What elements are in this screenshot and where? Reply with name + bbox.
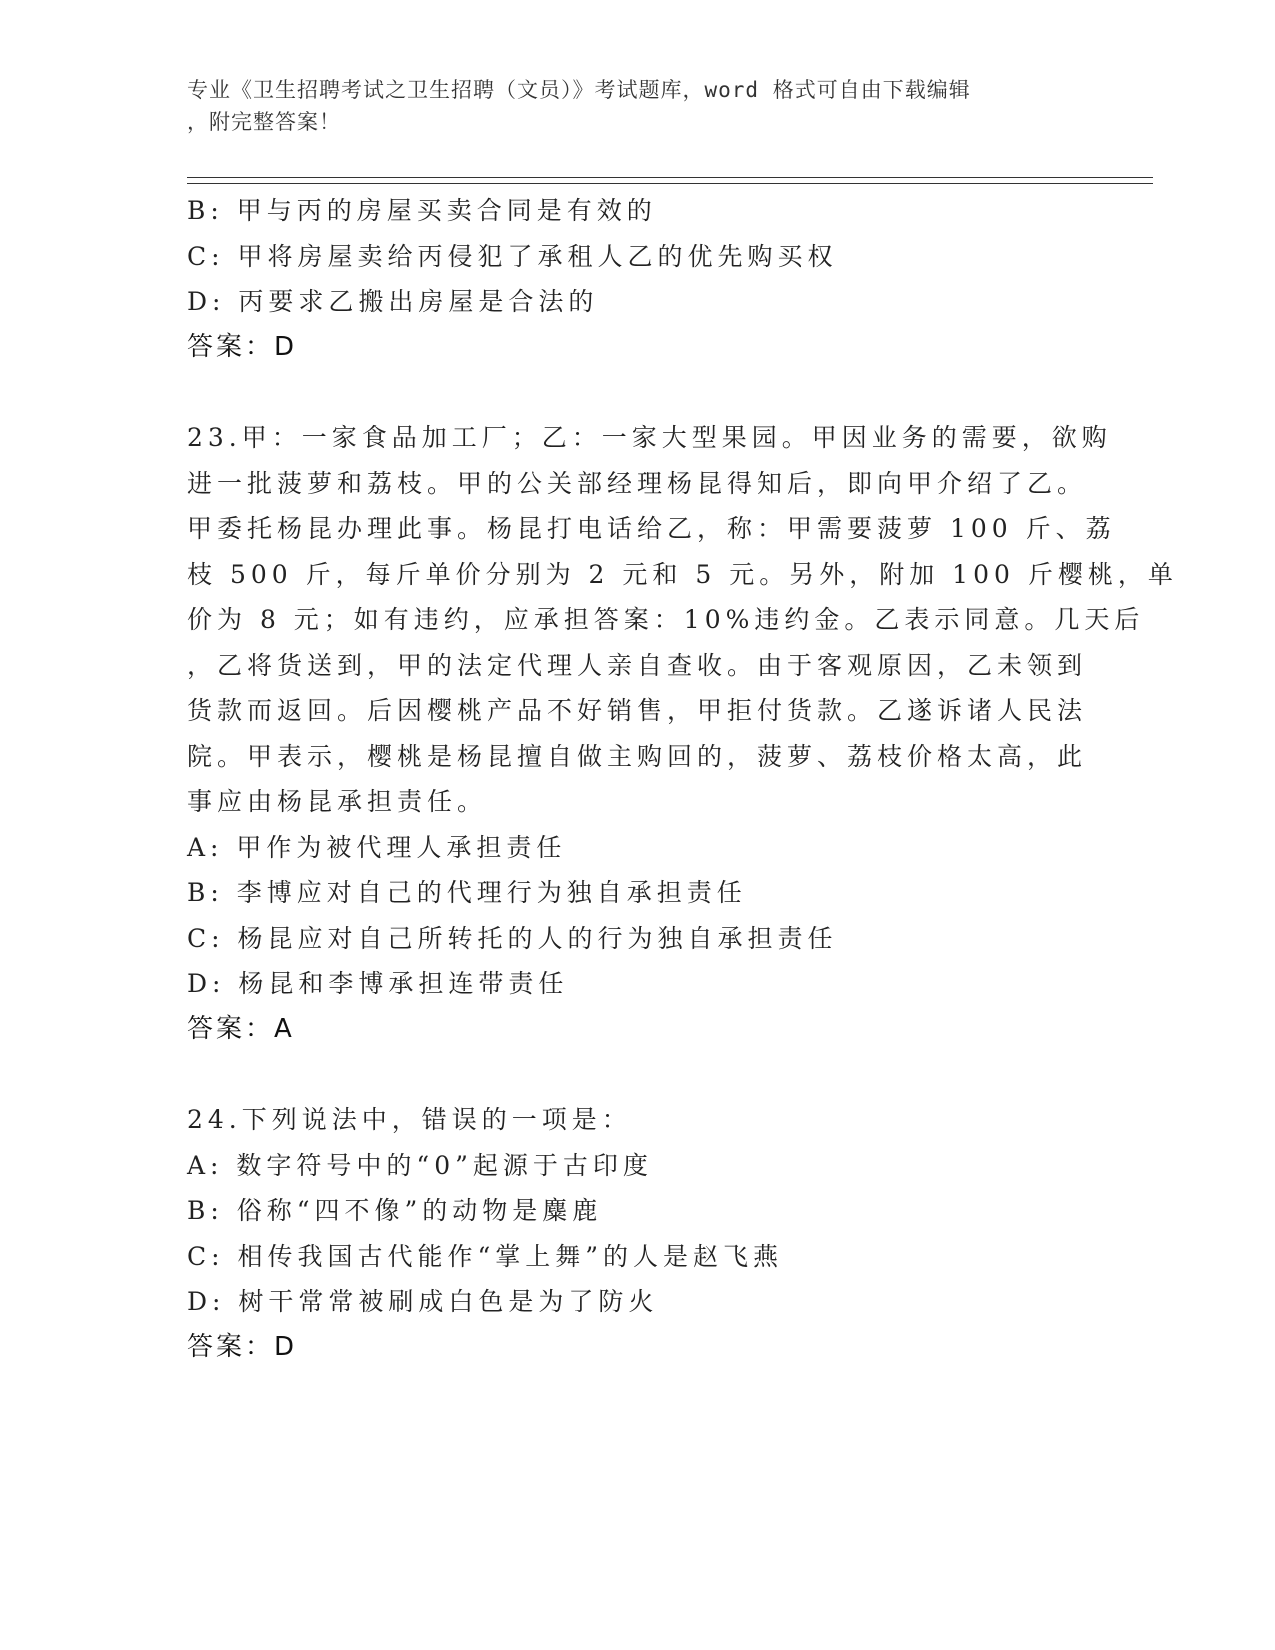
option-d: D: 丙要求乙搬出房屋是合法的 <box>187 287 599 316</box>
question-stem-line: ，乙将货送到，甲的法定代理人亲自查收。由于客观原因，乙未领到 <box>187 650 1088 680</box>
header-line: 专业《卫生招聘考试之卫生招聘（文员）》考试题库，word 格式可自由下载编辑 <box>187 78 971 102</box>
option-a: A: 数字符号中的“0”起源于古印度 <box>187 1150 653 1180</box>
question-stem-line: 价为 8 元；如有违约，应承担答案：10%违约金。乙表示同意。几天后 <box>187 605 1145 634</box>
option-a: A: 甲作为被代理人承担责任 <box>187 832 567 862</box>
header-divider <box>187 177 1153 184</box>
question-stem-line: 院。甲表示，樱桃是杨昆擅自做主购回的，菠萝、荔枝价格太高，此 <box>187 741 1088 771</box>
answer-line: 答案：D <box>187 331 298 362</box>
question-stem-line: 货款而返回。后因樱桃产品不好销售，甲拒付货款。乙遂诉诸人民法 <box>187 696 1088 725</box>
question-stem-line: 进一批菠萝和荔枝。甲的公关部经理杨昆得知后，即向甲介绍了乙。 <box>187 468 1088 498</box>
option-c: C: 杨昆应对自己所转托的人的行为独自承担责任 <box>187 923 838 953</box>
option-d: D: 树干常常被刷成白色是为了防火 <box>187 1287 659 1316</box>
option-b: B: 李博应对自己的代理行为独自承担责任 <box>187 878 747 907</box>
option-c: C: 甲将房屋卖给丙侵犯了承租人乙的优先购买权 <box>187 241 838 271</box>
document-body <box>187 188 1178 1370</box>
question-stem-line: 枝 500 斤，每斤单价分别为 2 元和 5 元。另外，附加 100 斤樱桃，单 <box>187 559 1178 589</box>
answer-line: 答案：A <box>187 1013 295 1044</box>
spacer <box>187 1052 1067 1097</box>
header-line: ，附完整答案！ <box>187 110 341 134</box>
question-stem: 24.下列说法中，错误的一项是： <box>187 1105 632 1134</box>
question-22-tail <box>187 188 1067 370</box>
question-stem-line: 事应由杨昆承担责任。 <box>187 787 488 816</box>
spacer <box>187 370 1067 415</box>
option-d: D: 杨昆和李博承担连带责任 <box>187 969 569 998</box>
document-header <box>187 74 1067 138</box>
question-stem-line: 23.甲：一家食品加工厂；乙：一家大型果园。甲因业务的需要，欲购 <box>187 423 1112 452</box>
option-c: C: 相传我国古代能作“掌上舞”的人是赵飞燕 <box>187 1241 784 1271</box>
question-24 <box>187 1097 1067 1370</box>
option-b: B: 俗称“四不像”的动物是麋鹿 <box>187 1196 603 1225</box>
answer-line: 答案：D <box>187 1331 298 1362</box>
question-stem-line: 甲委托杨昆办理此事。杨昆打电话给乙，称：甲需要菠萝 100 斤、荔 <box>187 514 1116 543</box>
question-23 <box>187 415 1178 1052</box>
option-b: B: 甲与丙的房屋买卖合同是有效的 <box>187 196 657 225</box>
